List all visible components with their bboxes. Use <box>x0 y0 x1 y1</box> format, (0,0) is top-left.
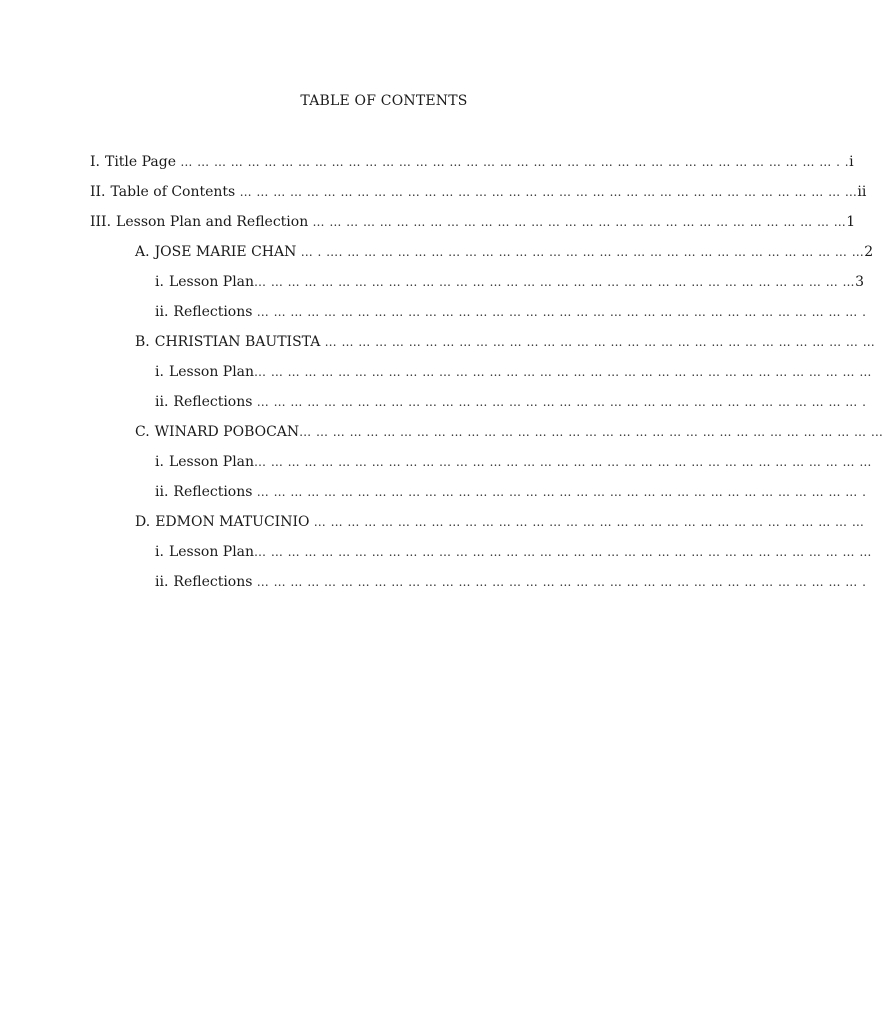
toc-entry-label: Reflections <box>173 484 253 500</box>
toc-entry-label: Lesson Plan <box>168 454 255 470</box>
toc-entry <box>155 390 867 414</box>
toc-entry-number: A. <box>135 244 150 260</box>
toc-entry-number: I. <box>90 154 100 170</box>
toc-entry <box>135 510 865 534</box>
toc-entry-page: 2 <box>864 244 874 260</box>
toc-entry <box>155 270 864 294</box>
toc-entry-leader: … … … … … … … … … … … … … … … … … … … … … … … … … … … … … … … … … … … … … … … . . <box>176 155 850 169</box>
toc-entry-number: i. <box>155 544 164 560</box>
toc-entry-label: WINARD POBOCAN <box>154 424 300 440</box>
toc-entry-label: CHRISTIAN BAUTISTA <box>154 334 321 350</box>
toc-entry <box>90 180 867 204</box>
toc-entry-leader: … … … … … … … … … … … … … … … … … … … … … … … … … … … … … … … … … … … … <box>254 275 856 289</box>
toc-entry-label: Lesson Plan <box>168 364 255 380</box>
toc-entry-label: Lesson Plan <box>168 544 255 560</box>
toc-entry <box>135 330 876 354</box>
toc-entry-label: Reflections <box>173 574 253 590</box>
toc-entry-page: i <box>849 154 854 170</box>
toc-entry-number: i. <box>155 454 164 470</box>
toc-entry-leader: … … … … … … … … … … … … … … … … … … … … … … … … … … … … … … … … … … … … … <box>254 455 872 469</box>
toc-entry-label: Title Page <box>104 154 177 170</box>
toc-title: TABLE OF CONTENTS <box>300 93 468 109</box>
toc-entry-label: Reflections <box>173 394 253 410</box>
toc-entry-leader: … . …. … … … … … … … … … … … … … … … … … … … … … … … … … … … … … … … <box>296 245 865 259</box>
toc-entry-number: i. <box>155 364 164 380</box>
toc-entry-page: ii <box>857 184 867 200</box>
toc-entry-leader: … … … … … … … … … … … … … … … … … … … … … … … … … … … … … … … … … <box>309 515 865 529</box>
toc-entry <box>90 150 854 174</box>
toc-entry <box>155 360 872 384</box>
toc-entry-label: Lesson Plan <box>168 274 255 290</box>
toc-entry-page: 1 <box>846 214 856 230</box>
toc-entry <box>155 570 867 594</box>
toc-entry-number: ii. <box>155 394 169 410</box>
toc-entry-number: ii. <box>155 574 169 590</box>
toc-entry-leader: … … … … … … … … … … … … … … … … … … … … … … … … … … … … … … … … … … … … . <box>252 575 867 589</box>
toc-entry <box>135 420 883 444</box>
toc-entry-leader: … … … … … … … … … … … … … … … … … … … … … … … … … … … … … … … … … … … … . <box>252 395 867 409</box>
toc-entry-label: Table of Contents <box>110 184 236 200</box>
toc-entry <box>90 210 856 234</box>
toc-entry <box>155 540 872 564</box>
toc-entry-label: EDMON MATUCINIO <box>155 514 310 530</box>
toc-entry-number: D. <box>135 514 151 530</box>
toc-entry-page: 3 <box>855 274 864 290</box>
toc-entry-number: i. <box>155 274 164 290</box>
toc-entry-label: Lesson Plan and Reflection <box>116 214 309 230</box>
toc-entry-leader: … … … … … … … … … … … … … … … … … … … … … … … … … … … … … … … … … <box>320 335 876 349</box>
toc-entry-label: JOSE MARIE CHAN <box>154 244 297 260</box>
toc-entry-leader: … … … … … … … … … … … … … … … … … … … … … … … … … … … … … … … … … … … … … <box>235 185 858 199</box>
toc-entry-number: B. <box>135 334 150 350</box>
toc-entry-number: C. <box>135 424 150 440</box>
toc-entry <box>135 240 874 264</box>
toc-entry <box>155 300 867 324</box>
toc-entry <box>155 450 872 474</box>
toc-entry-leader: … … … … … … … … … … … … … … … … … … … … … … … … … … … … … … … … … … … … . <box>252 305 867 319</box>
toc-entry-number: ii. <box>155 484 169 500</box>
toc-entry-leader: … … … … … … … … … … … … … … … … … … … … … … … … … … … … … … … … … … … … . <box>252 485 867 499</box>
toc-entry-leader: … … … … … … … … … … … … … … … … … … … … … … … … … … … … … … … … … … … <box>299 425 883 439</box>
toc-entry <box>155 480 867 504</box>
toc-entry-number: III. <box>90 214 112 230</box>
toc-entry-label: Reflections <box>173 304 253 320</box>
toc-entry-number: ii. <box>155 304 169 320</box>
toc-entry-leader: … … … … … … … … … … … … … … … … … … … … … … … … … … … … … … … … … … … … … <box>254 545 872 559</box>
toc-entry-leader: … … … … … … … … … … … … … … … … … … … … … … … … … … … … … … … … <box>308 215 847 229</box>
toc-entry-leader: … … … … … … … … … … … … … … … … … … … … … … … … … … … … … … … … … … … … … <box>254 365 872 379</box>
toc-entry-number: II. <box>90 184 106 200</box>
